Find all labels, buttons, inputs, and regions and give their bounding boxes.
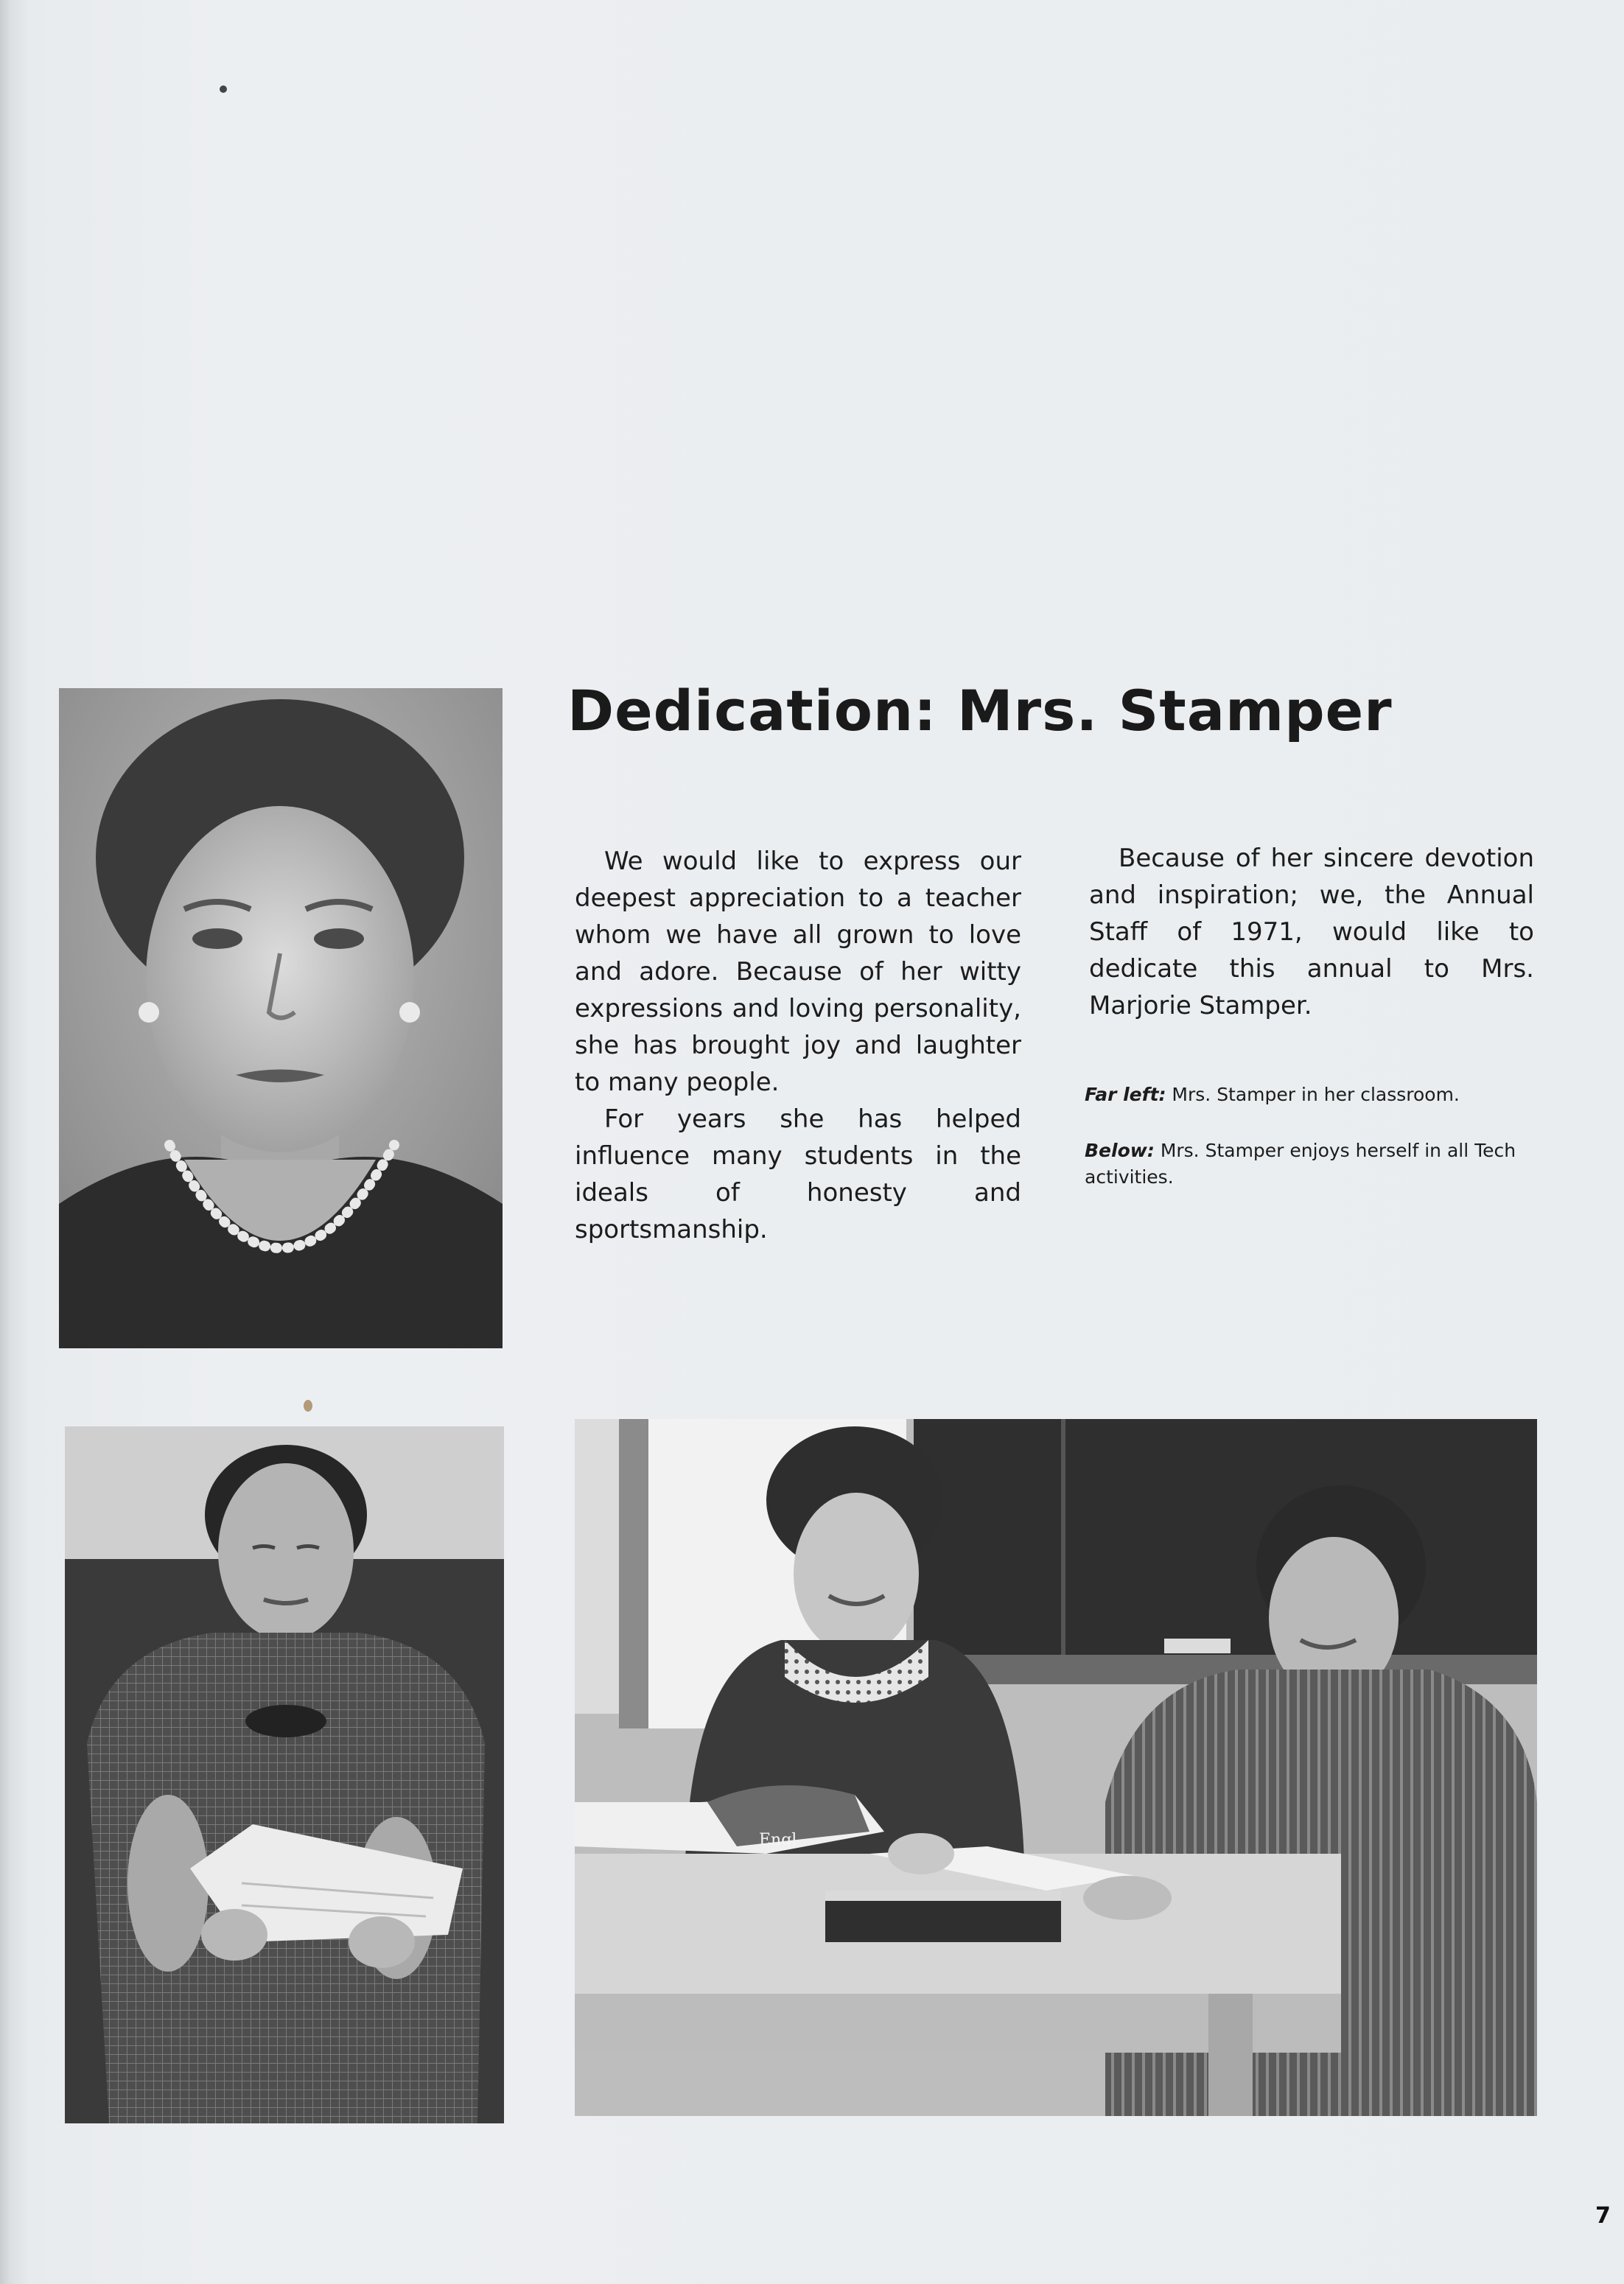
- caption-label: Below:: [1085, 1140, 1155, 1161]
- caption-far-left: [1085, 1082, 1527, 1108]
- page-title: Dedication: Mrs. Stamper: [567, 678, 1393, 743]
- caption-label: Far left:: [1085, 1084, 1166, 1105]
- portrait-image: [59, 688, 503, 1348]
- caption-text: Mrs. Stamper enjoys herself in all Tech activities.: [1085, 1140, 1516, 1188]
- standing-reading-photo: [65, 1426, 504, 2123]
- caption-text: Mrs. Stamper in her classroom.: [1172, 1084, 1460, 1105]
- dedication-paragraph-1: We would like to express our deepest appreciation to a teacher whom we have all grown to love and adore. Because of her witty expressions and loving personality, she has brought joy and laughter to many people.: [575, 847, 1021, 1097]
- classroom-table-photo: [575, 1419, 1537, 2116]
- paper-speck: [220, 85, 227, 93]
- page-number: 7: [1595, 2203, 1611, 2229]
- dedication-paragraph-3: Because of her sincere devotion and inspiration; we, the Annual Staff of 1971, would like to dedicate this annual to Mrs. Marjorie Stamper.: [1089, 844, 1534, 1020]
- left-text-column: [575, 843, 1021, 1248]
- right-text-column: [1089, 840, 1534, 1024]
- book-cover-text: Engl: [759, 1831, 797, 1849]
- paper-speck: [304, 1400, 312, 1412]
- table-image: [575, 1419, 1537, 2116]
- portrait-photo: [59, 688, 503, 1348]
- dedication-paragraph-2: For years she has helped influence many students in the ideals of honesty and sportsmanship.: [575, 1104, 1021, 1244]
- standing-image: [65, 1426, 504, 2123]
- caption-below: [1085, 1138, 1527, 1191]
